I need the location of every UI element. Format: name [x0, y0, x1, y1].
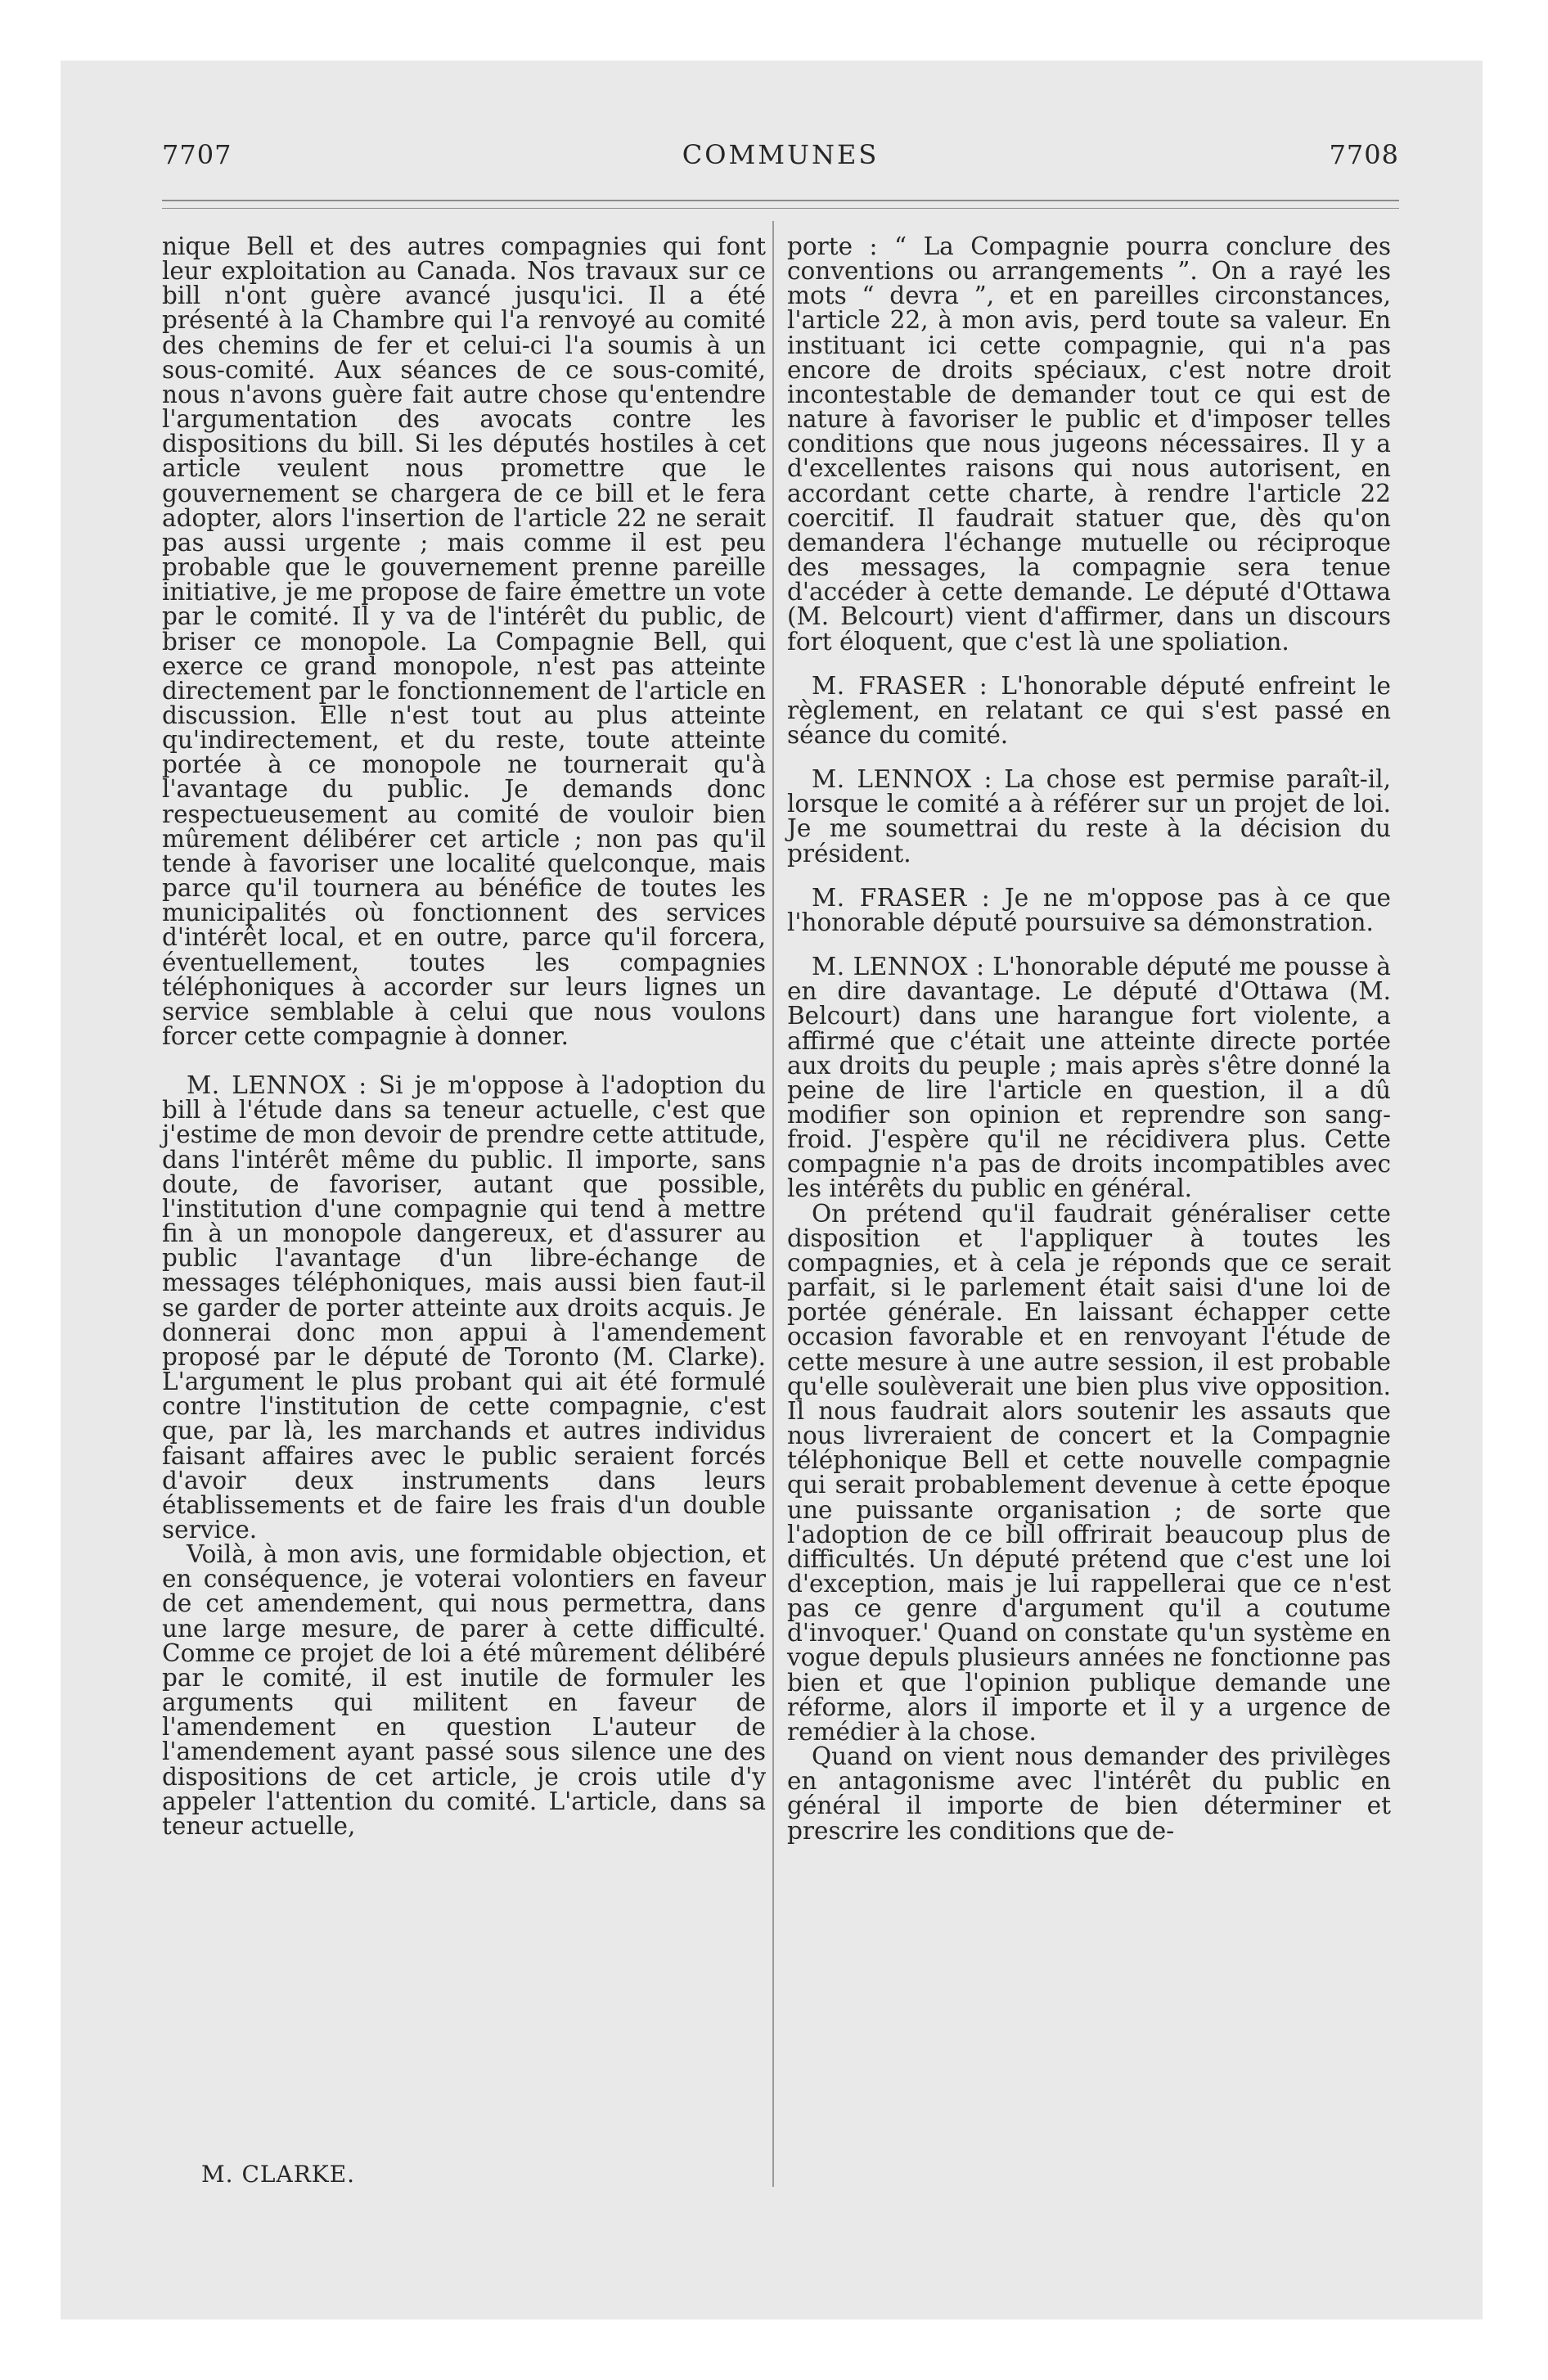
paragraph	[162, 234, 766, 1048]
paragraph	[787, 671, 1391, 749]
page-number-right: 7708	[1329, 139, 1399, 170]
header-rule-thin	[162, 208, 1399, 209]
paragraph-text: L'honorable député me pousse à en dire davantage. Le député d'Ottawa (M. Belcourt) dans une harangue fort violente, a affirmé que c'était une atteinte directe portée aux droits du peuple ; mais après s'être donné la peine de lire l'article en question, il a dû modifier son opinion et reprendre son sang-froid. J'espère qu'il ne récidivera plus. Cette compagnie n'a pas de droits incompatibles avec les intérêts du public en général.	[787, 953, 1391, 1203]
speaker-label: M. LENNOX :	[812, 765, 992, 794]
right-column	[787, 234, 1391, 1843]
catchword: M. CLARKE.	[201, 2161, 356, 2188]
paragraph	[787, 954, 1391, 1201]
page-number-left: 7707	[162, 139, 232, 170]
paragraph-text: Quand on vient nous demander des privilèges en antagonisme avec l'intérêt du public en général il importe de bien déterminer et prescrire les conditions que de-	[787, 1742, 1391, 1845]
speaker-label: M. LENNOX :	[187, 1071, 367, 1100]
paragraph	[787, 767, 1391, 866]
paragraph	[787, 234, 1391, 654]
paragraph-text: Si je m'oppose à l'adoption du bill à l'étude dans sa teneur actuelle, c'est que j'estime de mon devoir de prendre cette attitude, dans l'intérêt même du public. Il importe, sans doute, de favoriser, autant que possible, l'institution d'une compagnie qui tend à mettre fin à un monopole dangereux, et d'assurer au public l'avantage d'un libre-échange de messages téléphoniques, mais aussi bien faut-il se garder de porter atteinte aux droits acquis. Je donnerai donc mon appui à l'amendement proposé par le député de Toronto (M. Clarke). L'argument le plus probant qui ait été formulé contre l'institution de cette compagnie, c'est que, par là, les marchands et autres individus faisant affaires avec le public seraient forcés d'avoir deux instruments dans leurs établissements et de faire les frais d'un double service.	[162, 1071, 766, 1544]
speaker-label: M. FRASER :	[812, 671, 988, 700]
paragraph	[162, 1073, 766, 1542]
paragraph	[787, 1744, 1391, 1843]
speaker-label: M. LENNOX :	[812, 953, 985, 981]
running-title: COMMUNES	[682, 139, 880, 170]
paragraph-text: On prétend qu'il faudrait généraliser cette disposition et l'appliquer à toutes les compagnies, et à cela je réponds que ce serait parfait, si le parlement était saisi d'une loi de portée générale. En laissant échapper cette occasion favorable et en renvoyant l'étude de cette mesure à une autre session, il est probable qu'elle soulèverait une bien plus vive opposition. Il nous faudrait alors soutenir les assauts que nous livreraient de concert et la Compagnie téléphonique Bell et cette nouvelle compagnie qui serait probablement devenue à cette époque une puissante organisation ; de sorte que l'adoption de ce bill offrirait beaucoup plus de difficultés. Un député prétend que c'est une loi d'exception, mais je lui rappellerai que ce n'est pas ce genre d'argument qu'il a coutume d'invoquer.' Quand on constate qu'un système en vogue depuls plusieurs années ne fonctionne pas bien et que l'opinion publique demande une réforme, alors il importe et il y a urgence de remédier à la chose.	[787, 1199, 1391, 1746]
header-rule	[162, 200, 1399, 201]
paragraph	[787, 883, 1391, 936]
paragraph-text: nique Bell et des autres compagnies qui font leur exploitation au Canada. Nos travaux sur ce bill n'ont guère avancé jusqu'ici. Il a été présenté à la Chambre qui l'a renvoyé au comité des chemins de fer et celui-ci l'a soumis à un sous-comité. Aux séances de ce sous-comité, nous n'avons guère fait autre chose qu'entendre l'argumentation des avocats contre les dispositions du bill. Si les députés hostiles à cet article veulent nous promettre que le gouvernement se chargera de ce bill et le fera adopter, alors l'insertion de l'article 22 ne serait pas aussi urgente ; mais comme il est peu probable que le gouvernement prenne pareille initiative, je me propose de faire émettre un vote par le comité. Il y va de l'intérêt du public, de briser ce monopole. La Compagnie Bell, qui exerce ce grand monopole, n'est pas atteinte directement par le fonctionnement de l'article en discussion. Elle n'est tout au plus atteinte qu'indirectement, et du reste, toute atteinte portée à ce monopole ne tournerait qu'à l'avantage du public. Je demands donc respectueusement au comité de vouloir bien mûrement délibérer cet article ; non pas qu'il tende à favoriser une localité quelconque, mais parce qu'il tournera au bénéfice de toutes les municipalités où fonctionnent des services d'intérêt local, et en outre, parce qu'il forcera, éventuellement, toutes les compagnies téléphoniques à accorder sur leurs lignes un service semblable à celui que nous voulons forcer cette compagnie à donner.	[162, 232, 766, 1050]
page-header	[162, 139, 1399, 180]
paragraph	[162, 1542, 766, 1838]
speaker-label: M. FRASER :	[812, 883, 991, 912]
paragraph	[787, 1201, 1391, 1744]
column-divider	[772, 221, 774, 2187]
paragraph-text: La chose est permise paraît-il, lorsque le comité a à référer sur un projet de loi. Je me soumettrai du reste à la décision du président.	[787, 765, 1391, 868]
paragraph-text: Je ne m'oppose pas à ce que l'honorable député poursuive sa démonstration.	[787, 883, 1391, 936]
paragraph-text: porte : “ La Compagnie pourra conclure des conventions ou arrangements ”. On a rayé les mots “ devra ”, et en pareilles circonstances, l'article 22, à mon avis, perd toute sa valeur. En instituant ici cette compagnie, qui n'a pas encore de droits spéciaux, c'est notre droit incontestable de demander tout ce qui est de nature à favoriser le public et d'imposer telles conditions que nous jugeons nécessaires. Il y a d'excellentes raisons qui nous autorisent, en accordant cette charte, à rendre l'article 22 coercitif. Il faudrait statuer que, dès qu'on demandera l'échange mutuelle ou réciproque des messages, la compagnie sera tenue d'accéder à cette demande. Le député d'Ottawa (M. Belcourt) vient d'affirmer, dans un discours fort éloquent, que c'est là une spoliation.	[787, 232, 1391, 656]
left-column	[162, 234, 766, 1838]
paragraph-text: L'honorable député enfreint le règlement, en relatant ce qui s'est passé en séance du comité.	[787, 671, 1391, 749]
paragraph-text: Voilà, à mon avis, une formidable objection, et en conséquence, je voterai volontiers en faveur de cet amendement, qui nous permettra, dans une large mesure, de parer à cette difficulté. Comme ce projet de loi a été mûrement délibéré par le comité, il est inutile de formuler les arguments qui militent en faveur de l'amendement en question L'auteur de l'amendement ayant passé sous silence une des dispositions de cet article, je crois utile d'y appeler l'attention du comité. L'article, dans sa teneur actuelle,	[162, 1540, 766, 1840]
